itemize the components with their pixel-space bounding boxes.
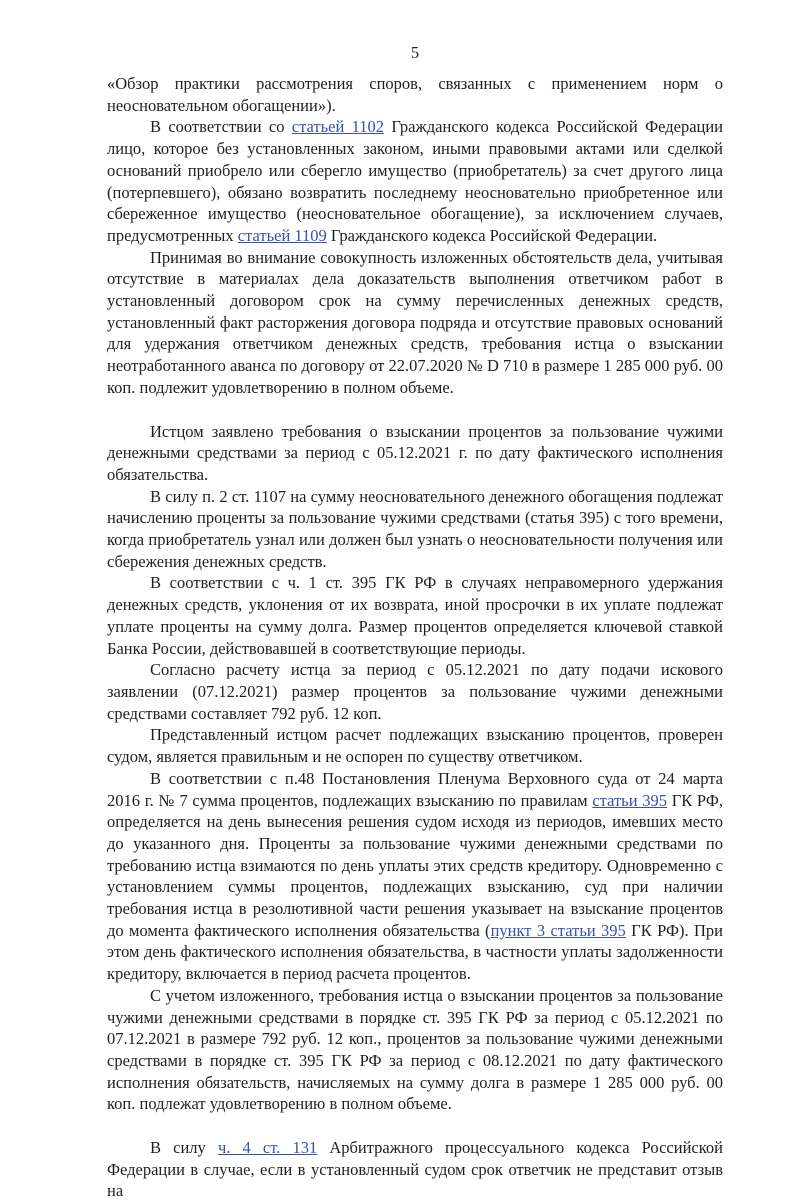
- paragraph-text: Согласно расчету истца за период с 05.12.2021 по дату подачи искового заявлении (07.12.2021) размер процентов за пользование чужими денежными средствами составляет 792 руб. 12 коп.: [107, 660, 723, 723]
- paragraph-text: Арбитражного процессуального кодекса Российской Федерации в случае, если в установленный судом срок ответчик не представит отзыв на: [107, 1138, 723, 1201]
- paragraph: [107, 247, 723, 399]
- paragraph: [107, 724, 723, 767]
- paragraph: [107, 1137, 723, 1202]
- paragraph-text: ГК РФ). При этом день фактического исполнения обязательства, в частности уплаты задолженности кредитору, включается в период расчета процентов.: [107, 920, 723, 984]
- paragraph-text: В соответствии со: [150, 117, 292, 137]
- paragraph: [107, 73, 723, 116]
- paragraph-text: В соответствии с ч. 1 ст. 395 ГК РФ в случаях неправомерного удержания денежных средств, уклонения от их возврата, иной просрочки в их уплате подлежат уплате проценты на сумму долга. Размер процентов определяется ключевой ставкой Банка России, действовавшей в соответствующие периоды.: [107, 573, 723, 658]
- paragraph-text: С учетом изложенного, требования истца о взыскании процентов за пользование чужими денежными средствами в порядке ст. 395 ГК РФ за период с 05.12.2021 по 07.12.2021 в размере 792 руб. 12 коп., процентов за пользование чужими денежными средствами в порядке ст. 395 ГК РФ за период с 08.12.2021 по дату фактического исполнения обязательств, начисляемых на сумму долга в размере 1 285 000 руб. 00 коп. подлежат удовлетворению в полном объеме.: [107, 985, 723, 1114]
- paragraph-text: ГК РФ, определяется на день вынесения решения судом исходя из периодов, имевших место до указанного дня. Проценты за пользование чужими денежными средствами по требованию истца взимаются по день уплаты этих средств кредитору. Одновременно с установлением суммы процентов, подлежащих взысканию, суд при наличии требования истца в резолютивной части решения указывает на взыскание процентов до момента фактического исполнения обязательства (: [107, 790, 723, 940]
- paragraph: [107, 659, 723, 724]
- paragraph-text: Истцом заявлено требования о взыскании процентов за пользование чужими денежными средствами за период с 05.12.2021 г. по дату фактического исполнения обязательства.: [107, 421, 723, 484]
- page-number: 5: [410, 43, 420, 62]
- paragraph-text: Гражданского кодекса Российской Федерации.: [326, 225, 658, 245]
- paragraph-text: Гражданского кодекса Российской Федерации лицо, которое без установленных законом, иными правовыми актами или сделкой оснований приобрело или сберегло имущество (приобретатель) за счет другого лица (потерпевшего), обязано возвратить последнему неосновательно приобретенное или сбереженное имущество (неосновательное обогащение), за исключением случаев, предусмотренных: [107, 117, 724, 245]
- statute-link[interactable]: статьей 1109: [237, 225, 327, 245]
- paragraph: [107, 116, 723, 246]
- paragraph: [107, 768, 723, 985]
- paragraph-text: «Обзор практики рассмотрения споров, связанных с применением норм о неосновательном обогащении»).: [107, 74, 723, 115]
- paragraph: [107, 486, 723, 573]
- paragraph-text: Принимая во внимание совокупность изложенных обстоятельств дела, учитывая отсутствие в материалах дела доказательств выполнения ответчиком работ в установленный договором срок на сумму перечисленных денежных средств, установленный факт расторжения договора подряда и отсутствие правовых оснований для удержания ответчиком денежных средств, требования истца о взыскании неотработанного аванса по договору от 22.07.2020 № D 710 в размере 1 285 000 руб. 00 коп. подлежит удовлетворению в полном объеме.: [107, 247, 723, 397]
- statute-link[interactable]: статьи 395: [592, 790, 667, 810]
- paragraph-text: Представленный истцом расчет подлежащих взысканию процентов, проверен судом, является правильным и не оспорен по существу ответчиком.: [107, 725, 723, 767]
- statute-link[interactable]: пункт 3 статьи 395: [490, 920, 626, 940]
- paragraph: [107, 985, 723, 1115]
- paragraph-text: В силу п. 2 ст. 1107 на сумму неосновательного денежного обогащения подлежат начислению проценты за пользование чужими средствами (статья 395) с того времени, когда приобретатель узнал или должен был узнать о неосновательности получения или сбережения денежных средств.: [107, 486, 723, 571]
- paragraph: [107, 572, 723, 659]
- paragraph: [107, 421, 723, 486]
- paragraph-text: В силу: [150, 1138, 218, 1158]
- document-body: [107, 73, 723, 1202]
- statute-link[interactable]: статьей 1102: [291, 117, 384, 137]
- paragraph-text: В соответствии с п.48 Постановления Пленума Верховного суда от 24 марта 2016 г. № 7 сумма процентов, подлежащих взысканию по правилам: [107, 768, 723, 810]
- statute-link[interactable]: ч. 4 ст. 131: [217, 1138, 318, 1158]
